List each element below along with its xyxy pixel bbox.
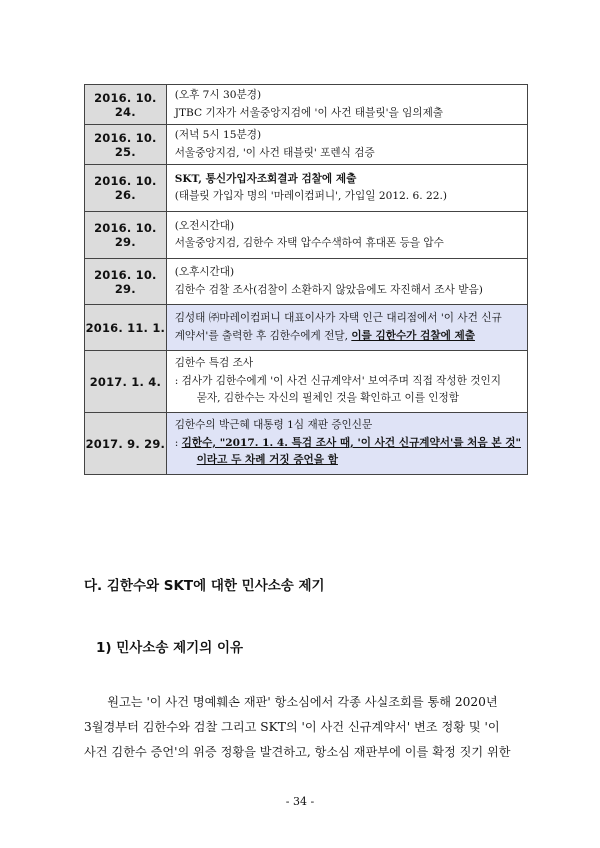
description-text: (태블릿 가입자 명의 '마레이컴퍼니', 가입일 2012. 6. 22.) [174, 190, 447, 202]
timeline-date: 2017. 9. 29. [85, 413, 167, 475]
description-line [175, 452, 521, 470]
description-text: 김한수 특검 조사 [174, 357, 254, 370]
description-line [175, 264, 521, 282]
timeline-row [85, 165, 528, 212]
paragraph-line-2: 3월경부터 김한수와 검찰 그리고 SKT의 '이 사건 신규계약서' 변조 정황 및 '이 [84, 720, 500, 734]
description-text: 서울중앙지검, 김한수 자택 압수수색하여 휴대폰 등을 압수 [174, 237, 444, 249]
description-line [175, 435, 521, 453]
description-text: 이를 김한수가 검찰에 제출 [351, 329, 475, 342]
timeline-date: 2016. 10. 29. [85, 212, 167, 259]
description-text: (오후 7시 30분경) [174, 89, 262, 101]
timeline-description [166, 351, 527, 413]
timeline-description [166, 259, 527, 305]
description-line [175, 282, 521, 300]
timeline-description [166, 125, 527, 165]
timeline-date: 2017. 1. 4. [85, 351, 167, 413]
timeline-description [166, 165, 527, 212]
description-text: 김성태 ㈜마레이컴퍼니 대표이사가 자택 인근 대리점에서 '이 사건 신규 [174, 312, 502, 324]
description-text: : [174, 436, 182, 449]
page-number: - 34 - [285, 795, 315, 808]
timeline-row [85, 351, 528, 413]
description-line [175, 218, 521, 236]
description-line [175, 87, 521, 105]
description-line [175, 373, 521, 391]
description-text: 김한수의 박근혜 대통령 1심 재판 증인신문 [174, 419, 373, 432]
sub-heading: 1) 민사소송 제기의 이유 [96, 640, 244, 656]
description-text: 김한수 검찰 조사(검찰이 소환하지 않았음에도 자진해서 조사 받음) [174, 283, 483, 296]
description-line [175, 310, 521, 328]
description-text: 계약서'를 출력한 후 김한수에게 전달, [174, 329, 352, 342]
timeline-description [166, 212, 527, 259]
timeline-date: 2016. 10. 24. [85, 85, 167, 125]
timeline-row [85, 125, 528, 165]
paragraph-line-3: 사건 김한수 증언'의 위증 정황을 발견하고, 항소심 재판부에 이를 확정 짓기 위한 [84, 745, 511, 759]
timeline-date: 2016. 11. 1. [85, 305, 167, 351]
description-line [175, 417, 521, 435]
description-text: 서울중앙지검, '이 사건 태블릿' 포렌식 검증 [174, 146, 375, 159]
timeline-row [85, 212, 528, 259]
paragraph-line-1: 원고는 '이 사건 명예훼손 재판' 항소심에서 각종 사실조회를 통해 2020년 [84, 695, 498, 709]
description-line [175, 328, 521, 346]
timeline-description [166, 85, 527, 125]
description-line [175, 355, 521, 373]
timeline-date: 2016. 10. 29. [85, 259, 167, 305]
description-line [175, 127, 521, 145]
description-text: 묻자, 김한수는 자신의 필체인 것을 확인하고 이를 인정함 [196, 392, 460, 405]
description-line [175, 105, 521, 123]
timeline-date: 2016. 10. 25. [85, 125, 167, 165]
timeline-description [166, 305, 527, 351]
description-text: (오후시간대) [174, 266, 235, 278]
timeline-description [166, 413, 527, 475]
timeline-row [85, 305, 528, 351]
timeline-date: 2016. 10. 26. [85, 165, 167, 212]
description-text: JTBC 기자가 서울중앙지검에 '이 사건 태블릿'을 임의제출 [174, 106, 444, 119]
timeline-row [85, 413, 528, 475]
description-text: (저녁 5시 15분경) [174, 129, 262, 141]
description-line [175, 235, 521, 253]
timeline-table [84, 84, 528, 475]
timeline-row [85, 259, 528, 305]
timeline-row [85, 85, 528, 125]
description-text: (오전시간대) [174, 219, 235, 232]
description-text: : 검사가 김한수에게 '이 사건 신규계약서' 보여주며 직접 작성한 것인지 [174, 374, 501, 387]
description-line [175, 390, 521, 408]
body-paragraph [84, 690, 530, 765]
section-heading: 다. 김한수와 SKT에 대한 민사소송 제기 [84, 578, 325, 594]
description-line [175, 145, 521, 163]
description-text: 이라고 두 차례 거짓 증언을 함 [196, 454, 338, 467]
description-text: SKT, 통신가입자조회결과 검찰에 제출 [174, 172, 357, 185]
description-text: 김한수, "2017. 1. 4. 특검 조사 때, '이 사건 신규계약서'를 처음 본 것" [181, 436, 521, 449]
description-line [175, 188, 521, 206]
description-line [175, 171, 521, 189]
